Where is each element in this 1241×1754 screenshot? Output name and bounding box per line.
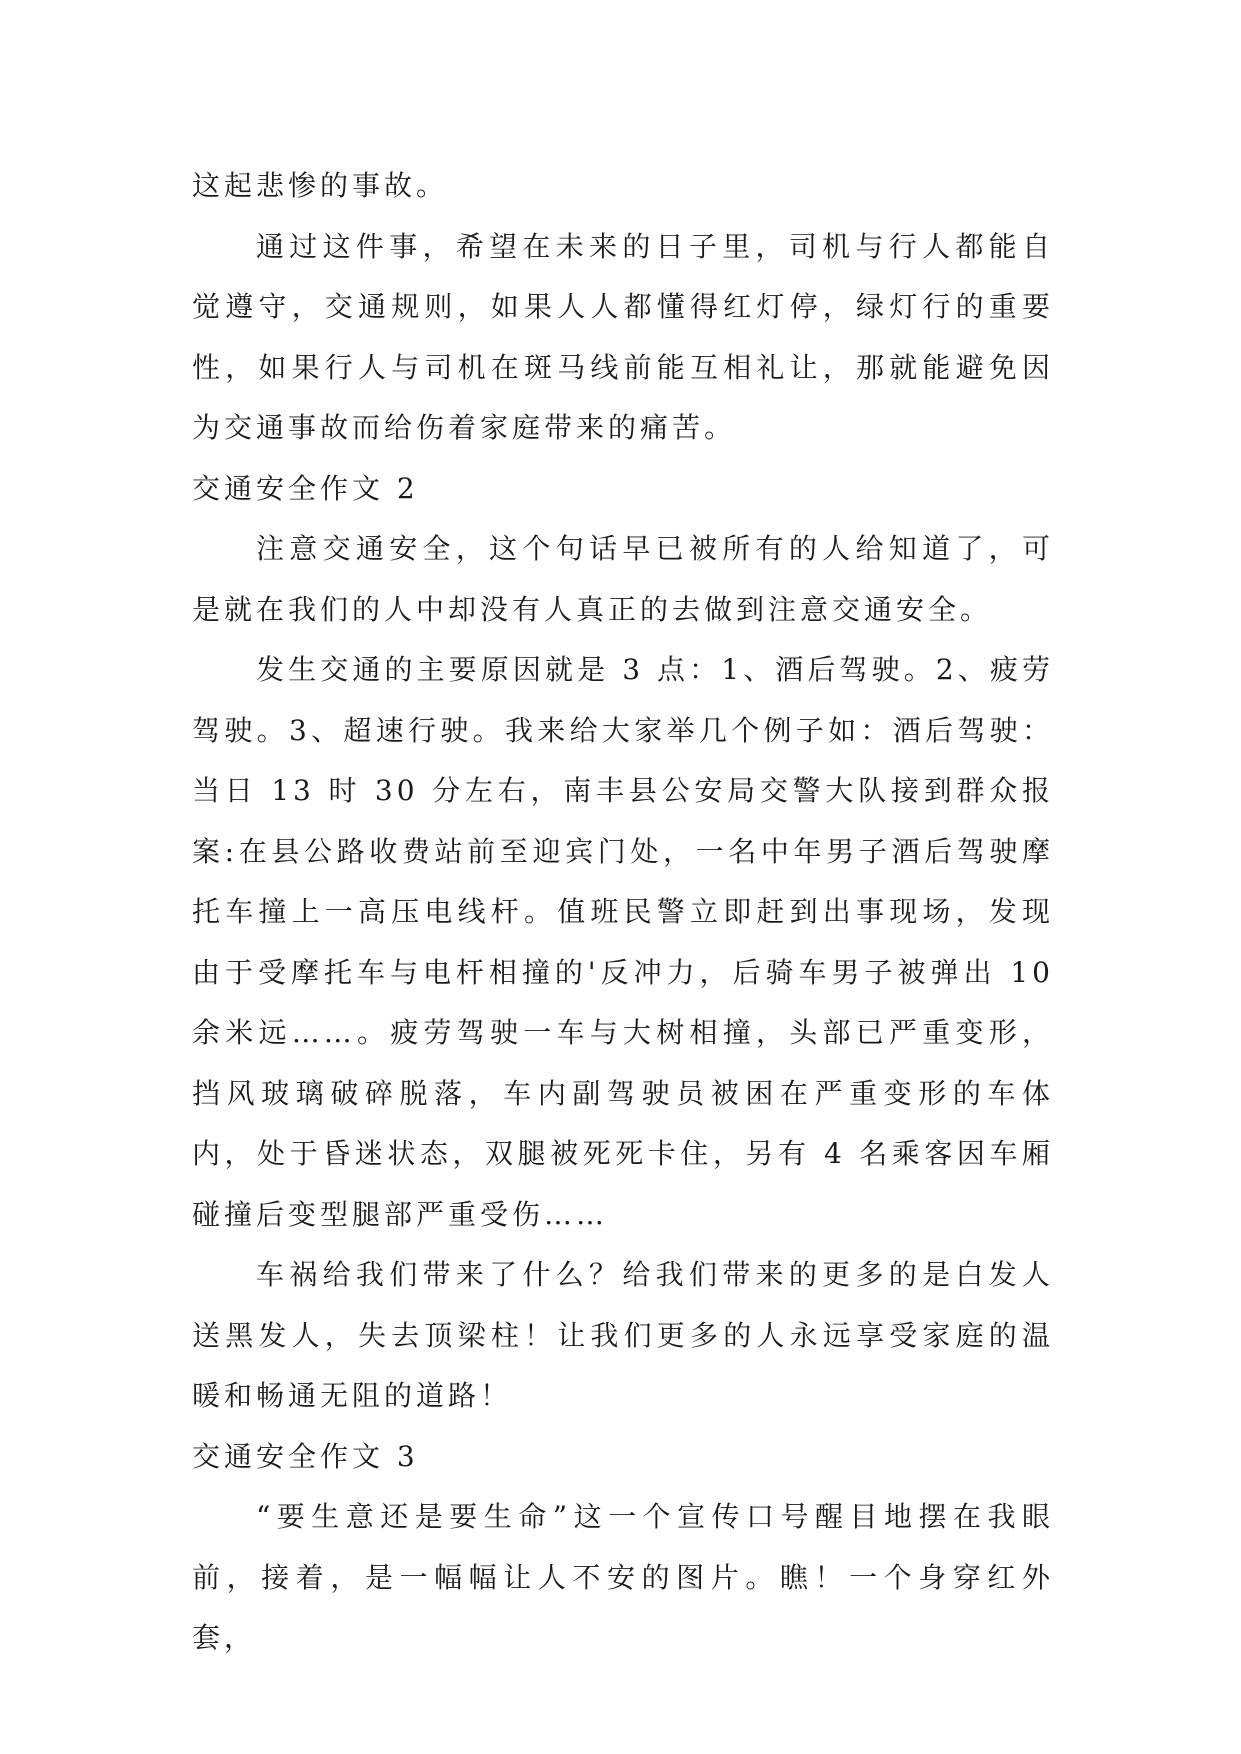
paragraph: 注意交通安全，这个句话早已被所有的人给知道了，可是就在我们的人中却没有人真正的去做到注意交通安全。 (192, 532, 1054, 626)
document-page (192, 156, 1054, 1669)
paragraph: 这起悲惨的事故。 (192, 169, 449, 202)
section-heading: 交通安全作文 2 (192, 471, 419, 505)
paragraph: 发生交通的主要原因就是 3 点：1、酒后驾驶。2、疲劳驾驶。3、超速行驶。我来给大家举几个例子如：酒后驾驶：当日 13 时 30 分左右，南丰县公安局交警大队接到群众报案:在县公路收费站前至迎宾门处，一名中年男子酒后驾驶摩托车撞上一高压电线杆。值班民警立即赶到出事现场，发现由于受摩托车与电杆相撞的'反冲力，后骑车男子被弹出 10 余米远……。疲劳驾驶一车与大树相撞，头部已严重变形，挡风玻璃破碎脱落，车内副驾驶员被困在严重变形的车体内，处于昏迷状态，双腿被死死卡住，另有 4 名乘客因车厢碰撞后变型腿部严重受伤…… (192, 653, 1054, 1231)
paragraph: 车祸给我们带来了什么？给我们带来的更多的是白发人送黑发人，失去顶梁柱！让我们更多的人永远享受家庭的温暖和畅通无阻的道路！ (192, 1258, 1054, 1412)
paragraph: 通过这件事，希望在未来的日子里，司机与行人都能自觉遵守，交通规则，如果人人都懂得红灯停，绿灯行的重要性，如果行人与司机在斑马线前能互相礼让，那就能避免因为交通事故而给伤着家庭带来的痛苦。 (192, 229, 1054, 444)
paragraph: “要生意还是要生命”这一个宣传口号醒目地摆在我眼前，接着，是一幅幅让人不安的图片。瞧！一个身穿红外套， (192, 1500, 1054, 1654)
section-heading: 交通安全作文 3 (192, 1439, 419, 1473)
